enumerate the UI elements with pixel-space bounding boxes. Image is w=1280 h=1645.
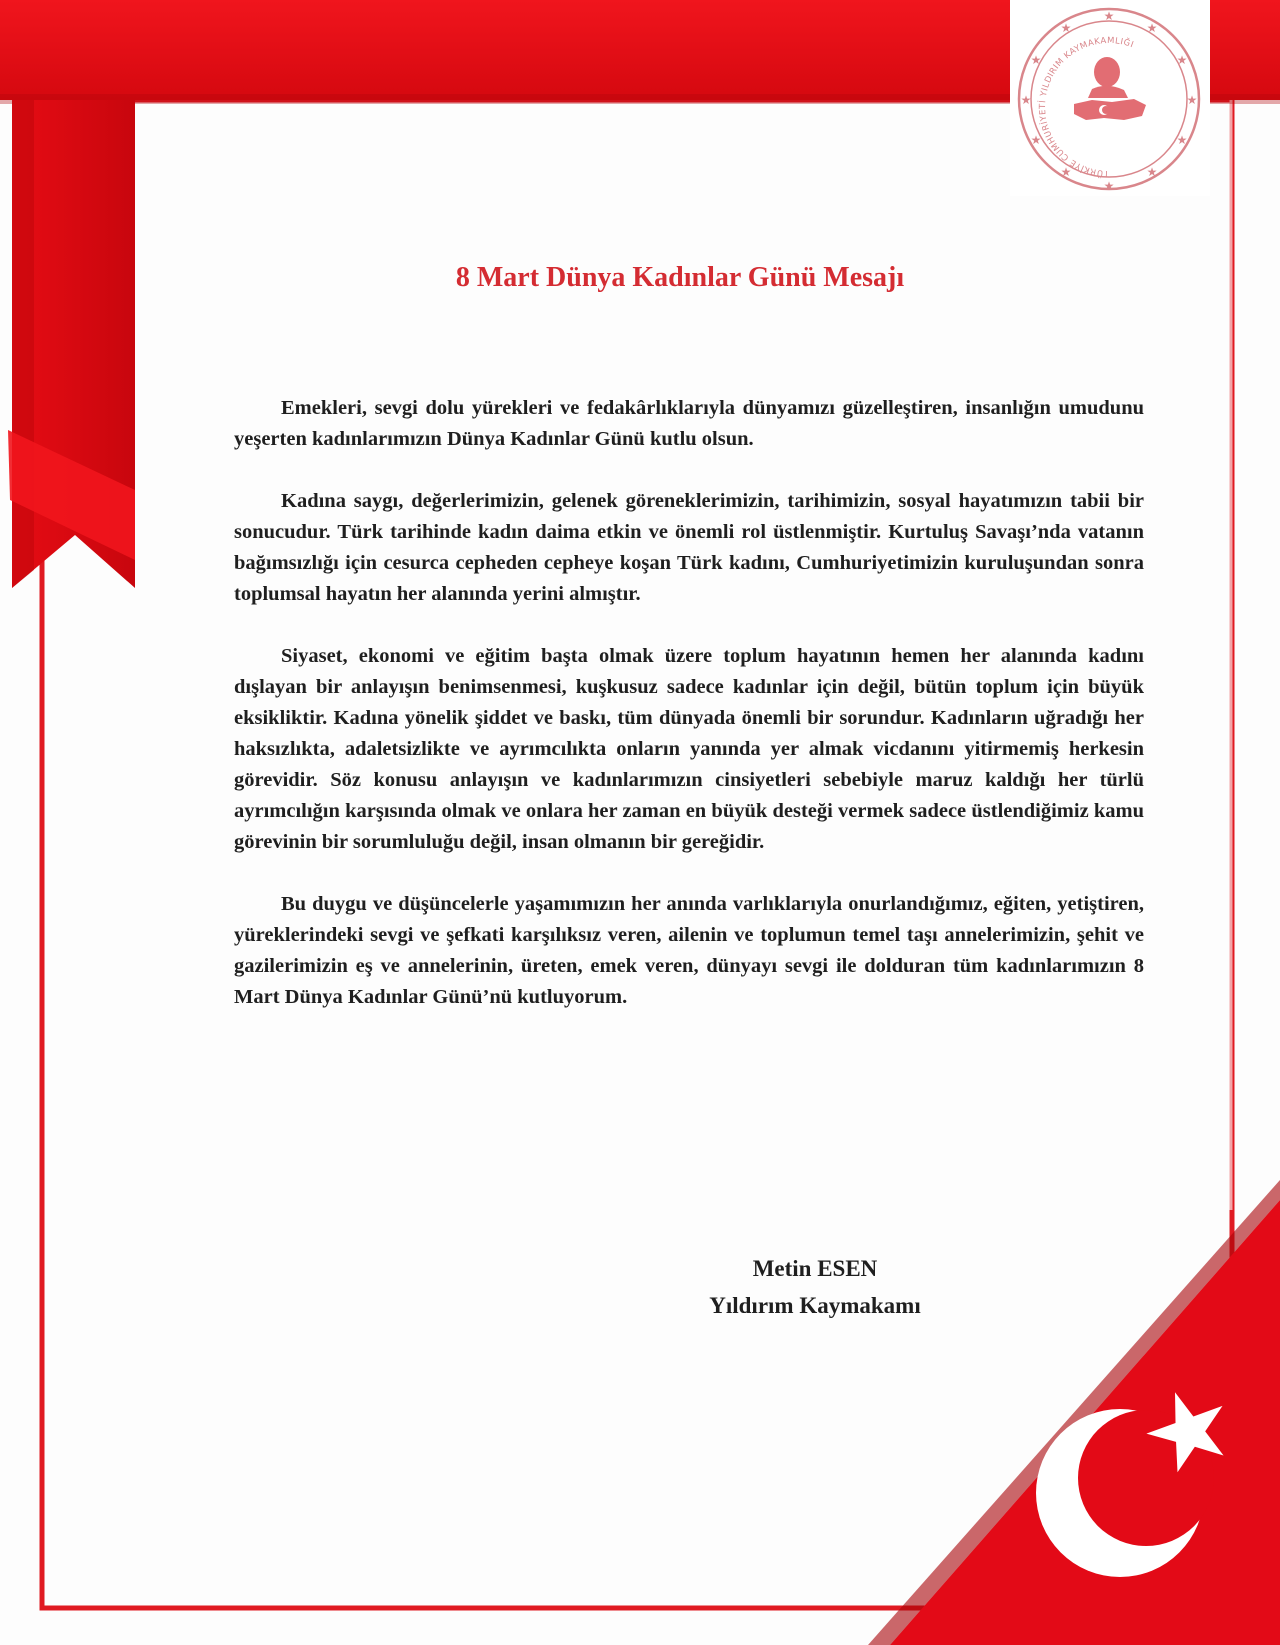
signature-name: Metin ESEN — [752, 1256, 878, 1281]
paragraph: Kadına saygı, değerlerimizin, gelenek göreneklerimizin, tarihimizin, sosyal hayatımızın tabii bir sonucudur. Türk tarihinde kadın daima etkin ve önemli rol üstlenmiştir. Kurtuluş Savaşı’nda vatanın bağımsızlığı için cesurca cepheden cepheye koşan Türk kadını, Cumhuriyetimizin kuruluşundan sonra toplumsal hayatın her alanında yerini almıştır. — [234, 490, 1144, 605]
svg-text:★: ★ — [1146, 165, 1158, 179]
svg-text:★: ★ — [1186, 93, 1198, 107]
paragraph: Emekleri, sevgi dolu yürekleri ve fedakârlıklarıyla dünyamızı güzelleştiren, insanlığın umudunu yeşerten kadınlarımızın Dünya Kadınlar Günü kutlu olsun. — [234, 397, 1144, 450]
svg-text:★: ★ — [1060, 165, 1072, 179]
svg-text:★: ★ — [1103, 9, 1115, 23]
svg-text:★: ★ — [1146, 21, 1158, 35]
svg-text:★: ★ — [1060, 21, 1072, 35]
seal-emblem-icon — [1012, 4, 1207, 194]
letter-body — [234, 393, 1144, 1044]
signature-title: Yıldırım Kaymakamı — [709, 1293, 921, 1318]
svg-text:★: ★ — [1176, 133, 1188, 147]
paragraph: Bu duygu ve düşüncelerle yaşamımızın her anında varlıklarıyla onurlandığımız, eğiten, yetiştiren, yüreklerindeki sevgi ve şefkati karşılıksız veren, ailenin ve toplumun temel taşı annelerimizin, şehit ve gazilerimizin eş ve annelerinin, üreten, emek veren, dünyayı sevgi ile dolduran tüm kadınlarımızın 8 Mart Dünya Kadınlar Günü’nü kutluyorum. — [234, 893, 1144, 1008]
svg-text:★: ★ — [1030, 53, 1042, 67]
svg-text:★: ★ — [1103, 179, 1115, 193]
signature-block — [620, 1250, 1010, 1324]
page-title: 8 Mart Dünya Kadınlar Günü Mesajı — [455, 262, 905, 293]
paragraph: Siyaset, ekonomi ve eğitim başta olmak üzere toplum hayatının hemen her alanında kadını dışlayan bir anlayışın benimsenmesi, kuşkusuz sadece kadınlar için değil, bütün toplum için büyük eksikliktir. Kadına yönelik şiddet ve baskı, tüm dünyada önemli bir sorundur. Kadınların uğradığı her haksızlıkta, adaletsizlikte ve ayrımcılıkta onların yanında yer almak vicdanını yitirmemiş herkesin görevidir. Söz konusu anlayışın ve kadınlarımızın cinsiyetleri sebebiyle maruz kaldığı her türlü ayrımcılığın karşısında olmak ve onlara her zaman en büyük desteği vermek sadece üstlendiğimiz kamu görevinin bir sorumluluğu değil, insan olmanın bir gereğidir. — [234, 645, 1144, 853]
svg-text:★: ★ — [1030, 133, 1042, 147]
svg-text:★: ★ — [1020, 93, 1032, 107]
svg-text:★: ★ — [1176, 53, 1188, 67]
seal-text: TÜRKİYE CUMHURİYETİ YILDIRIM KAYMAKAMLIĞI — [1038, 35, 1136, 179]
